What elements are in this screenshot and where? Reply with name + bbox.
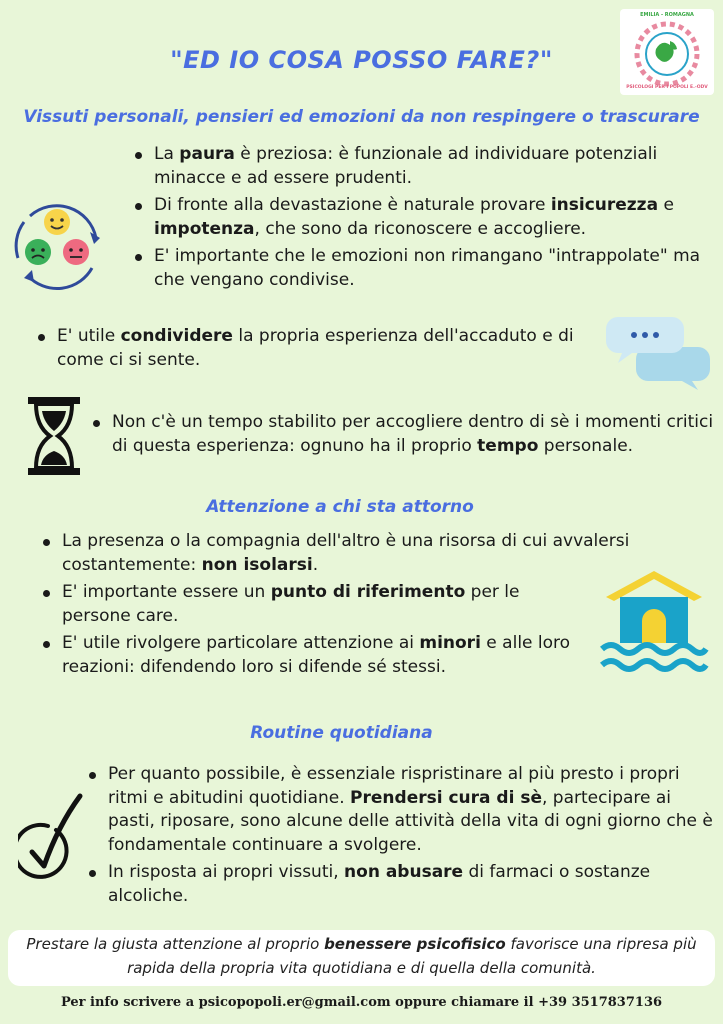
list-item: E' utile rivolgere particolare attenzione ai minori e alle loro reazioni: difendendo loro si difende sé stessi.	[40, 632, 617, 679]
list-item: E' importante che le emozioni non rimangano "intrappolate" ma che vengano condivise.	[132, 245, 712, 292]
section3-list	[86, 763, 716, 908]
section-title-vissuti: Vissuti personali, pensieri ed emozioni da non respingere o trascurare	[23, 107, 700, 127]
list-item: La presenza o la compagnia dell'altro è una risorsa di cui avvalersi costantemente: non isolarsi.	[40, 530, 680, 577]
emotions-cycle-icon	[8, 198, 104, 294]
hourglass-icon	[26, 395, 82, 477]
section-title-attenzione: Attenzione a chi sta attorno	[206, 497, 474, 517]
section2-list	[40, 530, 680, 679]
checkmark-icon	[18, 790, 86, 886]
list-item: Di fronte alla devastazione è naturale provare insicurezza e impotenza, che sono da riconoscere e accogliere.	[132, 194, 712, 241]
section-title-routine: Routine quotidiana	[250, 723, 433, 743]
contact-info: Per info scrivere a psicopopoli.er@gmail.com oppure chiamare il +39 3517837136	[60, 995, 663, 1010]
time-list	[90, 411, 715, 458]
footer-note: Prestare la giusta attenzione al proprio benessere psicofisico favorisce una ripresa più rapida della propria vita quotidiana e di quella della comunità.	[8, 930, 715, 986]
share-list	[35, 325, 605, 372]
list-item: Per quanto possibile, è essenziale rispristinare al più presto i propri ritmi e abitudini quotidiane. Prendersi cura di sè, partecipare ai pasti, riposare, sono alcune delle attività della vita di ogni giorno che è fondamentale continuare a svolgere.	[86, 763, 716, 857]
page-title: "ED IO COSA POSSO FARE?"	[170, 46, 553, 74]
list-item: E' importante essere un punto di riferimento per le persone care.	[40, 581, 582, 628]
list-item: La paura è preziosa: è funzionale ad individuare potenziali minacce e ad essere prudenti.	[132, 143, 712, 190]
section1-list	[132, 143, 712, 292]
list-item: E' utile condividere la propria esperienza dell'accaduto e di come ci si sente.	[35, 325, 605, 372]
logo-top-text: EMILIA - ROMAGNA	[640, 12, 694, 18]
chat-bubbles-icon	[604, 313, 712, 391]
list-item: In risposta ai propri vissuti, non abusare di farmaci o sostanze alcoliche.	[86, 861, 716, 908]
flooded-house-icon	[598, 567, 710, 673]
logo-bottom-text: PSICOLOGI PER I POPOLI E.-ODV	[626, 85, 708, 90]
list-item: Non c'è un tempo stabilito per accogliere dentro di sè i momenti critici di questa esperienza: ognuno ha il proprio tempo personale.	[90, 411, 715, 458]
